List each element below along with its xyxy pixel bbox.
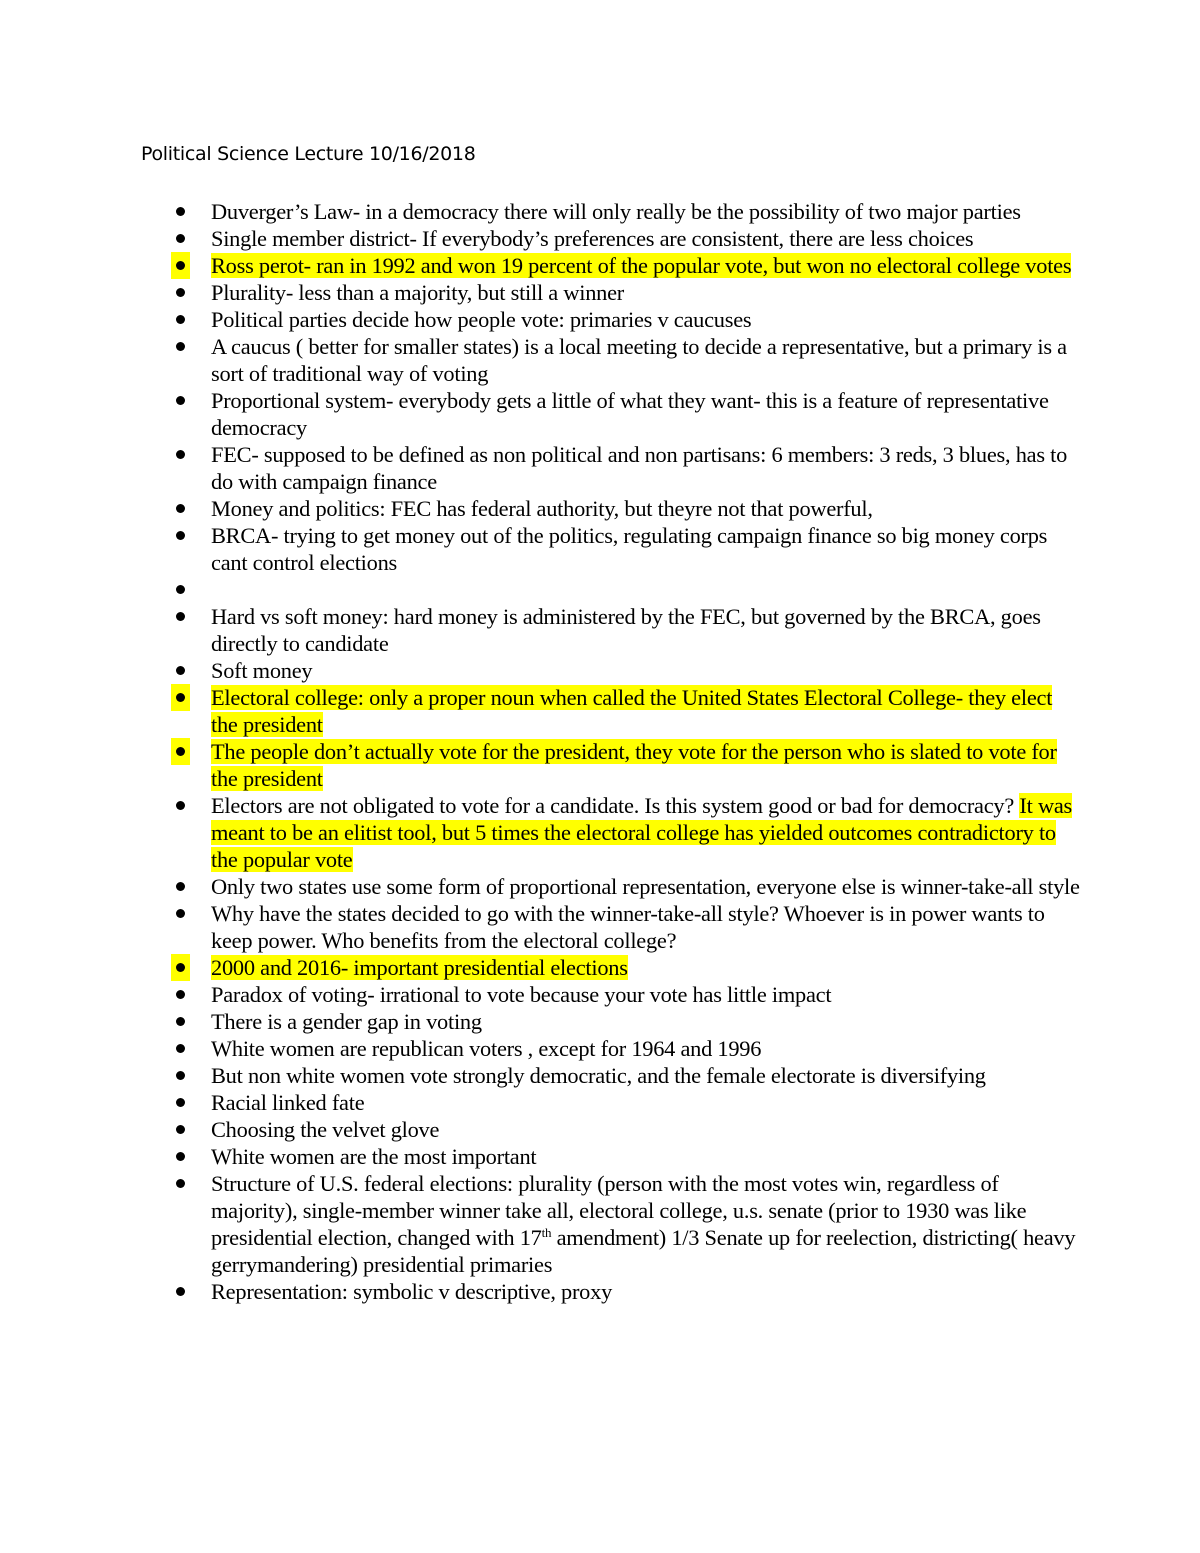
bullet-icon [171,954,190,981]
bullet-icon [171,1062,190,1089]
bullet-icon [171,1089,190,1116]
lecture-notes-list [0,198,1200,1305]
note-item [0,792,1081,873]
bullet-icon [171,792,190,819]
bullet-icon [171,333,190,360]
bullet-icon [171,387,190,414]
note-item [0,738,1081,792]
note-text: A caucus ( better for smaller states) is a local meeting to decide a representative, but a primary is a sort of traditional way of voting [211,334,1067,386]
note-text: Choosing the velvet glove [211,1117,440,1142]
note-item [0,1035,1081,1062]
bullet-icon [171,1008,190,1035]
note-text: BRCA- trying to get money out of the politics, regulating campaign finance so big money corps cant control elections [211,523,1048,575]
note-text: Soft money [211,658,313,683]
note-text: Structure of U.S. federal elections: plurality (person with the most votes win, regardless of majority), single-member winner take all, electoral college, u.s. senate (prior to 1930 was like presidential election, changed with 17 [211,1171,1027,1250]
note-item [0,576,1081,603]
bullet-icon [171,441,190,468]
note-item [0,873,1081,900]
bullet-icon [171,198,190,225]
note-text: There is a gender gap in voting [211,1009,482,1034]
note-item [0,1008,1081,1035]
note-item [0,252,1081,279]
note-text: Only two states use some form of proportional representation, everyone else is winner-take-all style [211,874,1080,899]
note-item [0,198,1081,225]
note-item [0,522,1081,576]
highlighted-text: Electoral college: only a proper noun when called the United States Electoral College- they elect the president [211,685,1053,737]
note-item [0,225,1081,252]
note-text: Racial linked fate [211,1090,365,1115]
bullet-icon [171,576,190,603]
note-item [0,1278,1081,1305]
note-text: Paradox of voting- irrational to vote because your vote has little impact [211,982,832,1007]
bullet-icon [171,684,190,711]
highlighted-text: Ross perot- ran in 1992 and won 19 percent of the popular vote, but won no electoral college votes [211,253,1072,278]
bullet-icon [171,657,190,684]
note-item [0,657,1081,684]
highlighted-text: It was meant to be an elitist tool, but 5 times the electoral college has yielded outcomes contradictory to the popular vote [211,793,1073,872]
note-item [0,603,1081,657]
note-item [0,279,1081,306]
note-text: Electors are not obligated to vote for a candidate. Is this system good or bad for democracy? [211,793,1020,818]
bullet-icon [171,225,190,252]
bullet-icon [171,603,190,630]
bullet-icon [171,1035,190,1062]
note-item [0,981,1081,1008]
note-item [0,1143,1081,1170]
note-text: Representation: symbolic v descriptive, proxy [211,1279,613,1304]
bullet-icon [171,1170,190,1197]
note-text: Why have the states decided to go with the winner-take-all style? Whoever is in power wants to keep power. Who benefits from the electoral college? [211,901,1045,953]
note-superscript: th [541,1225,552,1240]
note-item [0,495,1081,522]
note-text-continued: amendment) 1/3 Senate up for reelection, districting( heavy gerrymandering) presidential primaries [211,1225,1076,1277]
note-item [0,1062,1081,1089]
bullet-icon [171,252,190,279]
note-item [0,1089,1081,1116]
note-item [0,900,1081,954]
note-item [0,333,1081,387]
note-text: Duverger’s Law- in a democracy there will only really be the possibility of two major parties [211,199,1021,224]
bullet-icon [171,1278,190,1305]
bullet-icon [171,522,190,549]
note-text: Hard vs soft money: hard money is administered by the FEC, but governed by the BRCA, goes directly to candidate [211,604,1041,656]
note-text: White women are republican voters , except for 1964 and 1996 [211,1036,762,1061]
note-text: Single member district- If everybody’s preferences are consistent, there are less choices [211,226,974,251]
note-item [0,954,1081,981]
note-item [0,387,1081,441]
bullet-icon [171,873,190,900]
note-text: Political parties decide how people vote: primaries v caucuses [211,307,752,332]
note-text: Proportional system- everybody gets a little of what they want- this is a feature of representative democracy [211,388,1049,440]
bullet-icon [171,495,190,522]
bullet-icon [171,738,190,765]
highlighted-text: The people don’t actually vote for the president, they vote for the person who is slated to vote for the president [211,739,1057,791]
note-text: Plurality- less than a majority, but still a winner [211,280,625,305]
bullet-icon [171,1116,190,1143]
note-item [0,441,1081,495]
note-item [0,684,1081,738]
note-item [0,306,1081,333]
bullet-icon [171,1143,190,1170]
bullet-icon [171,981,190,1008]
note-text: Money and politics: FEC has federal authority, but theyre not that powerful, [211,496,873,521]
bullet-icon [171,900,190,927]
note-text: But non white women vote strongly democratic, and the female electorate is diversifying [211,1063,986,1088]
note-item [0,1116,1081,1143]
note-item [0,1170,1081,1278]
bullet-icon [171,279,190,306]
highlighted-text: 2000 and 2016- important presidential elections [211,955,628,980]
note-text: FEC- supposed to be defined as non political and non partisans: 6 members: 3 reds, 3 blues, has to do with campaign finance [211,442,1068,494]
document-title: Political Science Lecture 10/16/2018 [141,143,476,165]
bullet-icon [171,306,190,333]
note-text: White women are the most important [211,1144,537,1169]
